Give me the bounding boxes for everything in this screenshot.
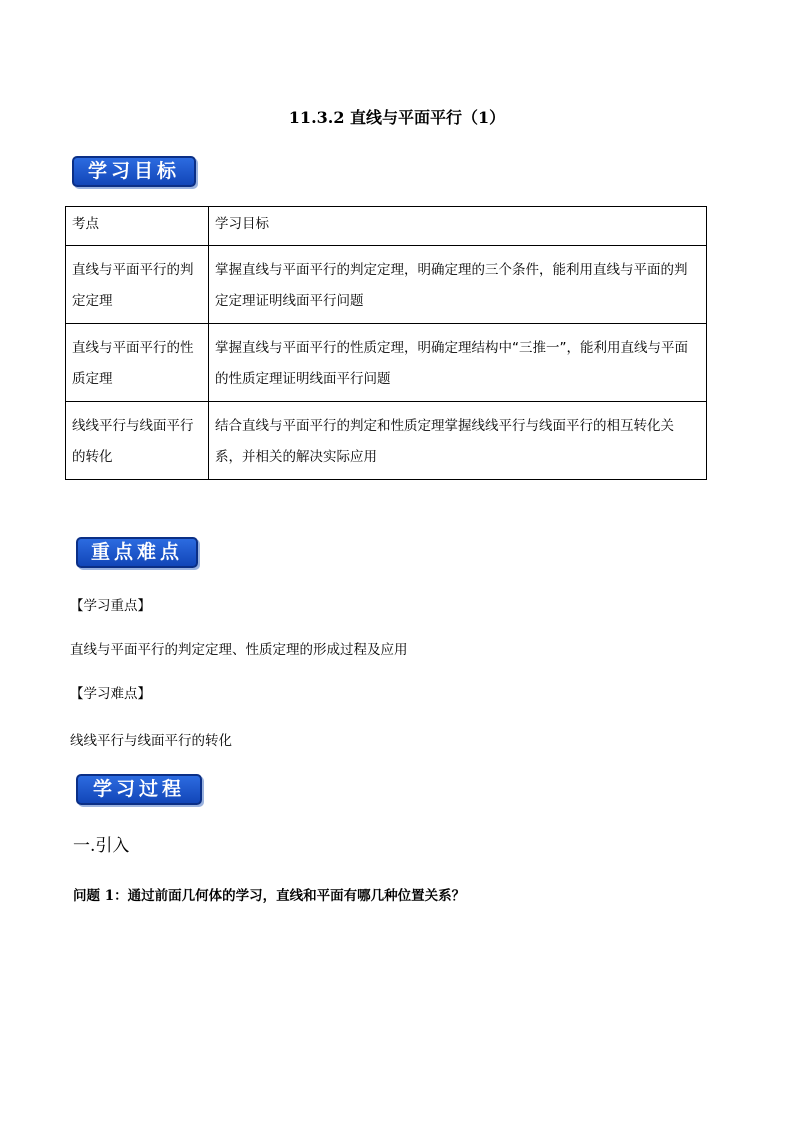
table-cell: 线线平行与线面平行的转化 bbox=[66, 402, 209, 480]
table-row bbox=[66, 246, 707, 324]
table-cell: 直线与平面平行的性质定理 bbox=[66, 324, 209, 402]
question-text: 问题 1：通过前面几何体的学习，直线和平面有哪几种位置关系？ bbox=[73, 888, 466, 904]
section-heading: 一.引入 bbox=[73, 836, 130, 856]
difficulty-text: 线线平行与线面平行的转化 bbox=[70, 733, 232, 749]
key-difficulties-badge: 重点难点 bbox=[76, 537, 198, 568]
table-cell: 直线与平面平行的判定定理 bbox=[66, 246, 209, 324]
table-row bbox=[66, 324, 707, 402]
focus-text: 直线与平面平行的判定定理、性质定理的形成过程及应用 bbox=[70, 642, 408, 658]
table-header-cell: 考点 bbox=[66, 207, 209, 246]
table-cell: 掌握直线与平面平行的判定定理，明确定理的三个条件，能利用直线与平面的判定定理证明线面平行问题 bbox=[209, 246, 707, 324]
focus-label: 【学习重点】 bbox=[70, 598, 151, 614]
table-cell: 掌握直线与平面平行的性质定理，明确定理结构中“三推一”，能利用直线与平面的性质定理证明线面平行问题 bbox=[209, 324, 707, 402]
learning-process-badge: 学习过程 bbox=[76, 774, 202, 805]
page-title: 11.3.2 直线与平面平行（1） bbox=[288, 108, 506, 127]
table-header-row bbox=[66, 207, 707, 246]
learning-goals-table bbox=[65, 206, 707, 480]
table-cell: 结合直线与平面平行的判定和性质定理掌握线线平行与线面平行的相互转化关系，并相关的解决实际应用 bbox=[209, 402, 707, 480]
difficulty-label: 【学习难点】 bbox=[70, 686, 151, 702]
table-row bbox=[66, 402, 707, 480]
table-header-cell: 学习目标 bbox=[209, 207, 707, 246]
learning-goals-badge: 学习目标 bbox=[72, 156, 196, 187]
